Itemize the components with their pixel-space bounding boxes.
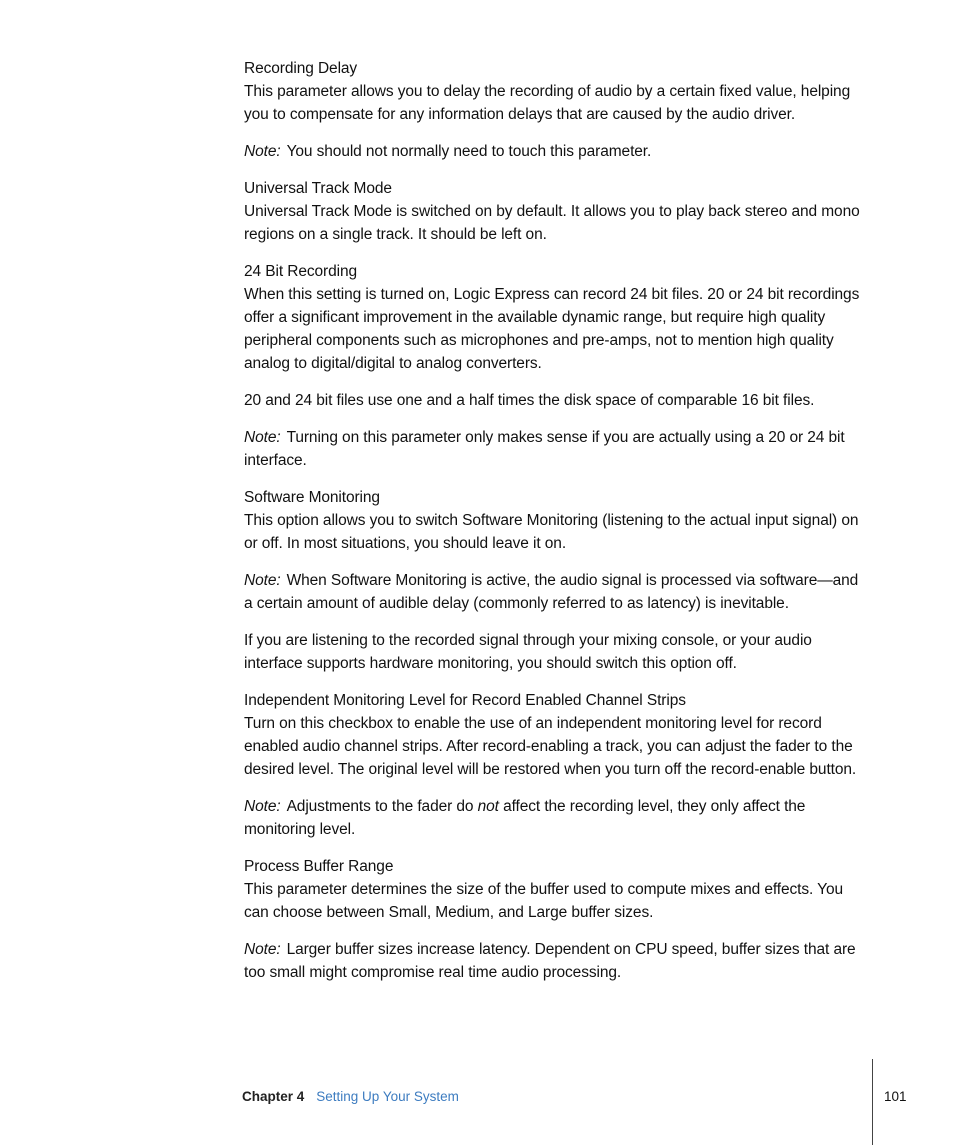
- section-process-buffer-range: [244, 855, 870, 984]
- para-24-bit-disk-space: 20 and 24 bit files use one and a half times the disk space of comparable 16 bit files.: [244, 392, 815, 409]
- note-label: Note:: [244, 798, 281, 815]
- note-independent-monitoring: [244, 795, 870, 841]
- page-number: 101: [884, 1089, 907, 1104]
- note-label: Note:: [244, 143, 281, 160]
- note-process-buffer-range: [244, 938, 870, 984]
- para-universal-track-mode: Universal Track Mode is switched on by default. It allows you to play back stereo and mono regions on a single track. It should be left on.: [244, 203, 860, 243]
- para-process-buffer-range: This parameter determines the size of the buffer used to compute mixes and effects. You can choose between Small, Medium, and Large buffer sizes.: [244, 881, 844, 921]
- para-software-monitoring: This option allows you to switch Software Monitoring (listening to the actual input signal) on or off. In most situations, you should leave it on.: [244, 512, 859, 552]
- para-24-bit-recording: When this setting is turned on, Logic Express can record 24 bit files. 20 or 24 bit recordings offer a significant improvement in the available dynamic range, but require high quality peripheral components such as microphones and pre-amps, not to mention high quality analog to digital/digital to analog converters.: [244, 286, 860, 372]
- note-emphasis: not: [477, 798, 499, 815]
- para-recording-delay: This parameter allows you to delay the recording of audio by a certain fixed value, helping you to compensate for any information delays that are caused by the audio driver.: [244, 83, 851, 123]
- heading-universal-track-mode: Universal Track Mode: [244, 180, 392, 197]
- section-universal-track-mode: [244, 177, 870, 246]
- note-label: Note:: [244, 429, 281, 446]
- note-label: Note:: [244, 941, 281, 958]
- note-recording-delay: [244, 140, 870, 163]
- heading-independent-monitoring: Independent Monitoring Level for Record Enabled Channel Strips: [244, 692, 686, 709]
- heading-process-buffer-range: Process Buffer Range: [244, 858, 394, 875]
- page-footer: [242, 1089, 459, 1104]
- chapter-title-link[interactable]: Setting Up Your System: [316, 1089, 459, 1104]
- note-label: Note:: [244, 572, 281, 589]
- heading-software-monitoring: Software Monitoring: [244, 489, 380, 506]
- note-text: You should not normally need to touch this parameter.: [286, 143, 652, 160]
- chapter-label: Chapter 4: [242, 1089, 305, 1104]
- section-independent-monitoring: [244, 689, 870, 841]
- section-24-bit-recording: [244, 260, 870, 472]
- note-text: When Software Monitoring is active, the audio signal is processed via software—and a certain amount of audible delay (commonly referred to as latency) is inevitable.: [244, 572, 859, 612]
- para-software-monitoring-off: If you are listening to the recorded signal through your mixing console, or your audio interface supports hardware monitoring, you should switch this option off.: [244, 632, 812, 672]
- note-text: Turning on this parameter only makes sense if you are actually using a 20 or 24 bit interface.: [244, 429, 845, 469]
- para-independent-monitoring: Turn on this checkbox to enable the use of an independent monitoring level for record enabled audio channel strips. After record-enabling a track, you can adjust the fader to the desired level. The original level will be restored when you turn off the record-enable button.: [244, 715, 857, 778]
- note-24-bit-recording: [244, 426, 870, 472]
- section-recording-delay: [244, 57, 870, 163]
- heading-recording-delay: Recording Delay: [244, 60, 358, 77]
- heading-24-bit-recording: 24 Bit Recording: [244, 263, 357, 280]
- note-software-monitoring: [244, 569, 870, 615]
- page-content: [244, 57, 870, 998]
- note-text-post: affect the recording level, they only affect the monitoring level.: [244, 798, 806, 838]
- note-text-pre: Adjustments to the fader do: [286, 798, 478, 815]
- section-software-monitoring: [244, 486, 870, 675]
- note-text: Larger buffer sizes increase latency. Dependent on CPU speed, buffer sizes that are too small might compromise real time audio processing.: [244, 941, 856, 981]
- footer-divider: [872, 1059, 873, 1145]
